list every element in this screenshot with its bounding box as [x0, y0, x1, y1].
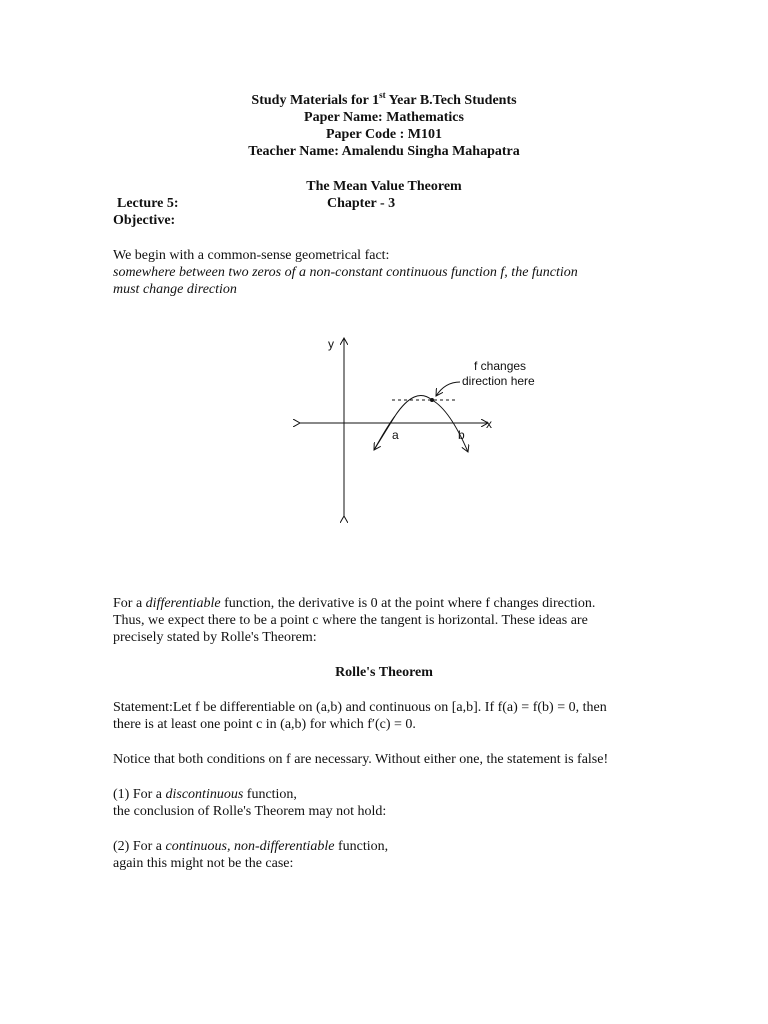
page-title: The Mean Value Theorem — [306, 179, 462, 194]
chapter-label: Chapter - 3 — [327, 196, 396, 211]
x-axis-label: x — [486, 417, 492, 431]
notice-text: Notice that both conditions on f are necessary. Without either one, the statement is false! — [113, 752, 609, 767]
statement-line-2: there is at least one point c in (a,b) for which f′(c) = 0. — [113, 717, 416, 732]
intro-text: We begin with a common-sense geometrical fact: — [113, 248, 390, 263]
a-label: a — [392, 428, 399, 442]
case2-line-1: (2) For a continuous, non-differentiable function, — [113, 839, 389, 854]
case2-line-2: again this might not be the case: — [113, 856, 294, 871]
annotation-arrow — [436, 382, 460, 396]
note-line-1: f changes — [474, 359, 527, 373]
header-line-1: Study Materials for 1st Year B.Tech Students — [251, 90, 517, 108]
case1-line-1: (1) For a discontinuous function, — [113, 787, 297, 802]
note-line-2: direction here — [462, 374, 535, 388]
intro-italic-1: somewhere between two zeros of a non-constant continuous function f, the function — [113, 265, 578, 280]
objective-label: Objective: — [113, 213, 176, 228]
max-point — [430, 398, 434, 402]
y-axis-label: y — [328, 337, 334, 351]
function-curve — [374, 396, 468, 452]
intro-italic-2: must change direction — [113, 282, 237, 297]
lecture-label: Lecture 5: — [117, 196, 179, 211]
statement-line-1: Statement:Let f be differentiable on (a,b) and continuous on [a,b]. If f(a) = f(b) = 0, then — [113, 700, 607, 715]
para2-line-2: Thus, we expect there to be a point c where the tangent is horizontal. These ideas are — [113, 613, 588, 628]
rolle-heading: Rolle's Theorem — [335, 665, 433, 680]
case1-line-2: the conclusion of Rolle's Theorem may not hold: — [113, 804, 387, 819]
paper-code: Paper Code : M101 — [326, 127, 442, 142]
para2-line-1: For a differentiable function, the derivative is 0 at the point where f changes direction. — [113, 596, 596, 611]
para2-line-3: precisely stated by Rolle's Theorem: — [113, 630, 317, 645]
teacher-name: Teacher Name: Amalendu Singha Mahapatra — [248, 144, 520, 159]
b-label: b — [458, 428, 465, 442]
paper-name: Paper Name: Mathematics — [304, 110, 464, 125]
rolle-diagram — [290, 330, 535, 525]
